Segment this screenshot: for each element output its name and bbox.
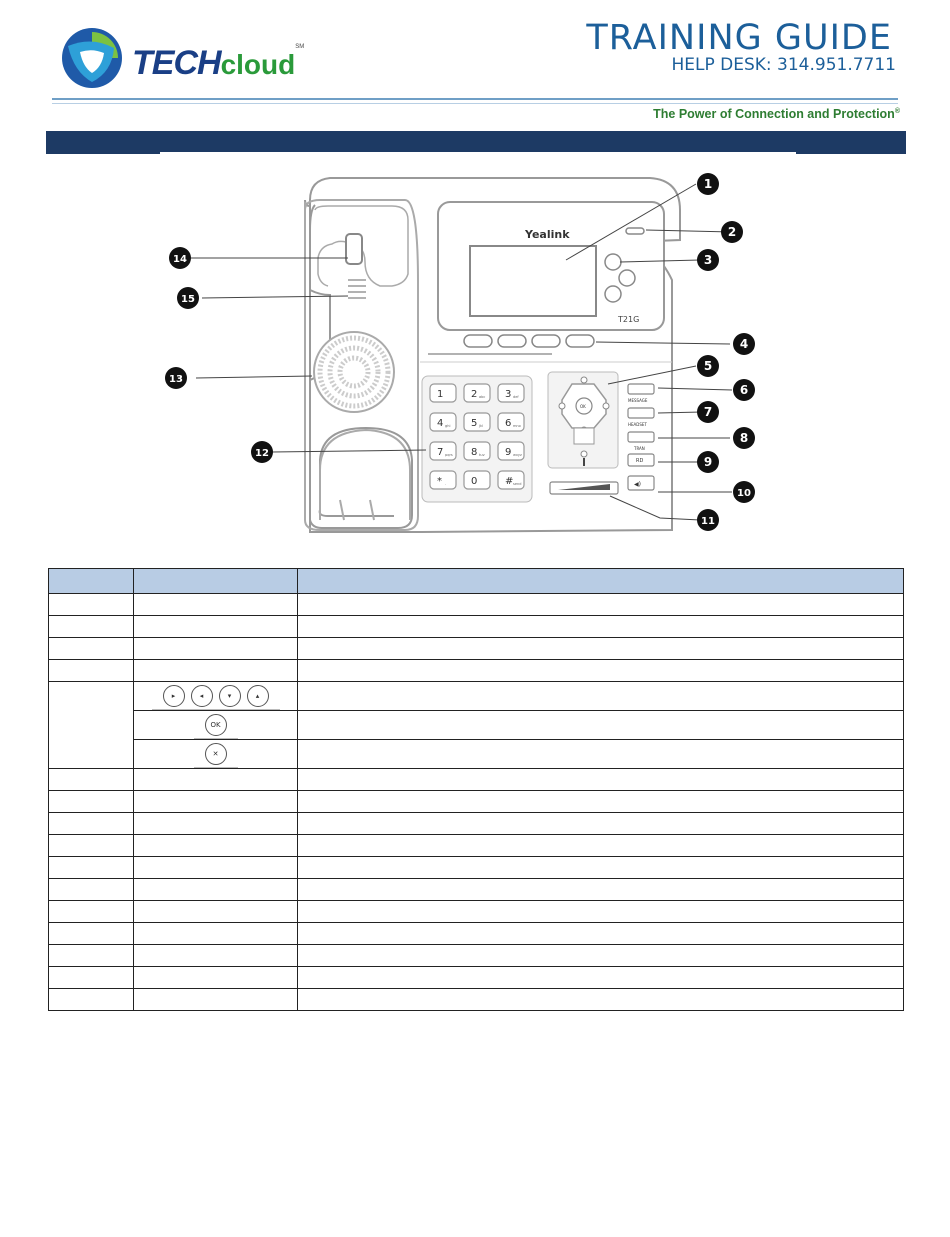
svg-text:◀): ◀): [634, 481, 641, 488]
table-row: [49, 813, 904, 835]
table-row: [49, 616, 904, 638]
svg-text:tuv: tuv: [479, 453, 485, 457]
callout-9: [697, 451, 719, 473]
svg-text:MESSAGE: MESSAGE: [628, 398, 648, 403]
keypad-key-1: [430, 384, 456, 402]
table-row: [49, 769, 904, 791]
svg-text:12: 12: [255, 448, 269, 459]
svg-text:2: 2: [727, 225, 737, 239]
callout-5: [697, 355, 719, 377]
svg-text:*: *: [437, 476, 442, 487]
svg-text:6: 6: [739, 383, 749, 397]
callout-8: [733, 427, 755, 449]
svg-text:4: 4: [437, 418, 444, 429]
table-row: [49, 594, 904, 616]
header-cell: [134, 569, 298, 594]
table-row: [49, 879, 904, 901]
helpdesk-number: HELP DESK: 314.951.7711: [671, 55, 896, 75]
callout-2: [721, 221, 743, 243]
svg-text:15: 15: [181, 294, 195, 305]
keypad-key-5: [464, 413, 490, 431]
table-row: [49, 835, 904, 857]
right-arrow-icon: ▸: [163, 685, 185, 707]
table-row: [49, 660, 904, 682]
svg-text:11: 11: [701, 516, 715, 527]
ok-key-icon: OK: [205, 714, 227, 736]
header-cell: [49, 569, 134, 594]
page-title: TRAINING GUIDE: [586, 18, 892, 58]
tagline-text: The Power of Connection and Protection: [653, 107, 895, 121]
svg-text:8: 8: [739, 431, 749, 445]
keypad-key-8: [464, 442, 490, 460]
techcloud-logo-icon: [60, 26, 124, 90]
brand-tech: TECH: [132, 44, 221, 82]
phone-model: T21G: [618, 315, 640, 324]
svg-text:RD: RD: [636, 458, 644, 464]
lcd-screen: [470, 246, 596, 316]
table-row: [49, 857, 904, 879]
power-led: [626, 228, 644, 234]
cancel-key-icon: ✕: [205, 743, 227, 765]
header-divider: [52, 98, 898, 100]
svg-text:.: .: [445, 482, 447, 486]
svg-text:jkl: jkl: [479, 424, 483, 428]
callout-4: [733, 333, 755, 355]
svg-text:14: 14: [173, 254, 187, 265]
keypad-key-10: [430, 471, 456, 489]
table-row: [49, 989, 904, 1011]
soft-key-1: [464, 335, 492, 347]
parts-table: [48, 568, 904, 1011]
callout-12: [251, 441, 273, 463]
svg-text:5: 5: [703, 359, 713, 373]
callout-7: [697, 401, 719, 423]
keypad-key-3: [498, 384, 524, 402]
keypad-key-12: [498, 471, 524, 489]
svg-text:pqrs: pqrs: [445, 453, 453, 457]
table-row: [49, 638, 904, 660]
svg-text:def: def: [513, 395, 519, 399]
left-arrow-icon: ◂: [191, 685, 213, 707]
callout-3: [697, 249, 719, 271]
svg-text:HEADSET: HEADSET: [628, 422, 647, 427]
callout-13: [165, 367, 187, 389]
svg-text:OK: OK: [580, 404, 586, 409]
brand-cloud: cloud: [220, 49, 296, 80]
callout-10: [733, 481, 755, 503]
svg-text:mno: mno: [513, 424, 521, 428]
speaker-key: [628, 476, 654, 490]
transfer-key: [628, 432, 654, 442]
table-row: [49, 945, 904, 967]
table-row: [49, 740, 904, 769]
hook-switch: [346, 234, 362, 264]
soft-key-4: [566, 335, 594, 347]
svg-text:7: 7: [437, 447, 444, 458]
keypad-key-4: [430, 413, 456, 431]
svg-text:10: 10: [737, 488, 751, 499]
line-key-2: [619, 270, 635, 286]
svg-text:TRAN: TRAN: [634, 446, 645, 451]
svg-text:7: 7: [703, 405, 713, 419]
message-key: [628, 384, 654, 394]
down-arrow-icon: ▾: [219, 685, 241, 707]
svg-text:1: 1: [437, 389, 444, 400]
header-divider-thin: [52, 103, 898, 104]
table-row: [49, 967, 904, 989]
callout-14: [169, 247, 191, 269]
svg-text:13: 13: [169, 374, 183, 385]
svg-text:3: 3: [703, 253, 713, 267]
svg-text:0: 0: [471, 476, 478, 487]
keypad-key-11: [464, 471, 490, 489]
soft-key-2: [498, 335, 526, 347]
svg-text:abc: abc: [479, 395, 486, 399]
table-row: [49, 923, 904, 945]
svg-text:6: 6: [505, 418, 512, 429]
svg-text:ghi: ghi: [445, 424, 451, 428]
svg-text:2: 2: [471, 389, 478, 400]
table-row: [49, 901, 904, 923]
headset-key: [628, 408, 654, 418]
svg-text:#: #: [505, 476, 514, 487]
callout-15: [177, 287, 199, 309]
table-row: [49, 682, 904, 711]
svg-text:wxyz: wxyz: [513, 453, 522, 457]
ok-key-cell: [134, 711, 298, 740]
brand-wordmark: [132, 44, 304, 83]
line-key-1: [605, 254, 621, 270]
x-key-cell: [134, 740, 298, 769]
svg-text:9: 9: [505, 447, 512, 458]
phone-diagram: [160, 170, 800, 550]
section-banner-line: [160, 152, 796, 154]
phone-brand: Yealink: [525, 228, 570, 241]
soft-key-3: [532, 335, 560, 347]
svg-text:5: 5: [471, 418, 478, 429]
keypad-key-9: [498, 442, 524, 460]
table-header-row: [49, 569, 904, 594]
callout-11: [697, 509, 719, 531]
callout-6: [733, 379, 755, 401]
svg-text:send: send: [513, 482, 522, 486]
nav-keys-cell: [134, 682, 298, 711]
keypad-key-7: [430, 442, 456, 460]
keypad-key-6: [498, 413, 524, 431]
svg-text:1: 1: [703, 177, 713, 191]
section-banner: [46, 131, 906, 154]
keypad-key-2: [464, 384, 490, 402]
header-cell: [298, 569, 904, 594]
table-row: [49, 711, 904, 740]
brand-sm: SM: [295, 44, 305, 50]
tagline: [653, 107, 900, 121]
up-arrow-icon: ▴: [247, 685, 269, 707]
svg-text:3: 3: [505, 389, 512, 400]
callout-1: [697, 173, 719, 195]
table-row: [49, 791, 904, 813]
svg-text:9: 9: [703, 455, 713, 469]
tagline-mark: ®: [894, 107, 900, 115]
svg-text:8: 8: [471, 447, 478, 458]
speaker-grille: [314, 332, 394, 412]
svg-text:4: 4: [739, 337, 749, 351]
line-key-3: [605, 286, 621, 302]
